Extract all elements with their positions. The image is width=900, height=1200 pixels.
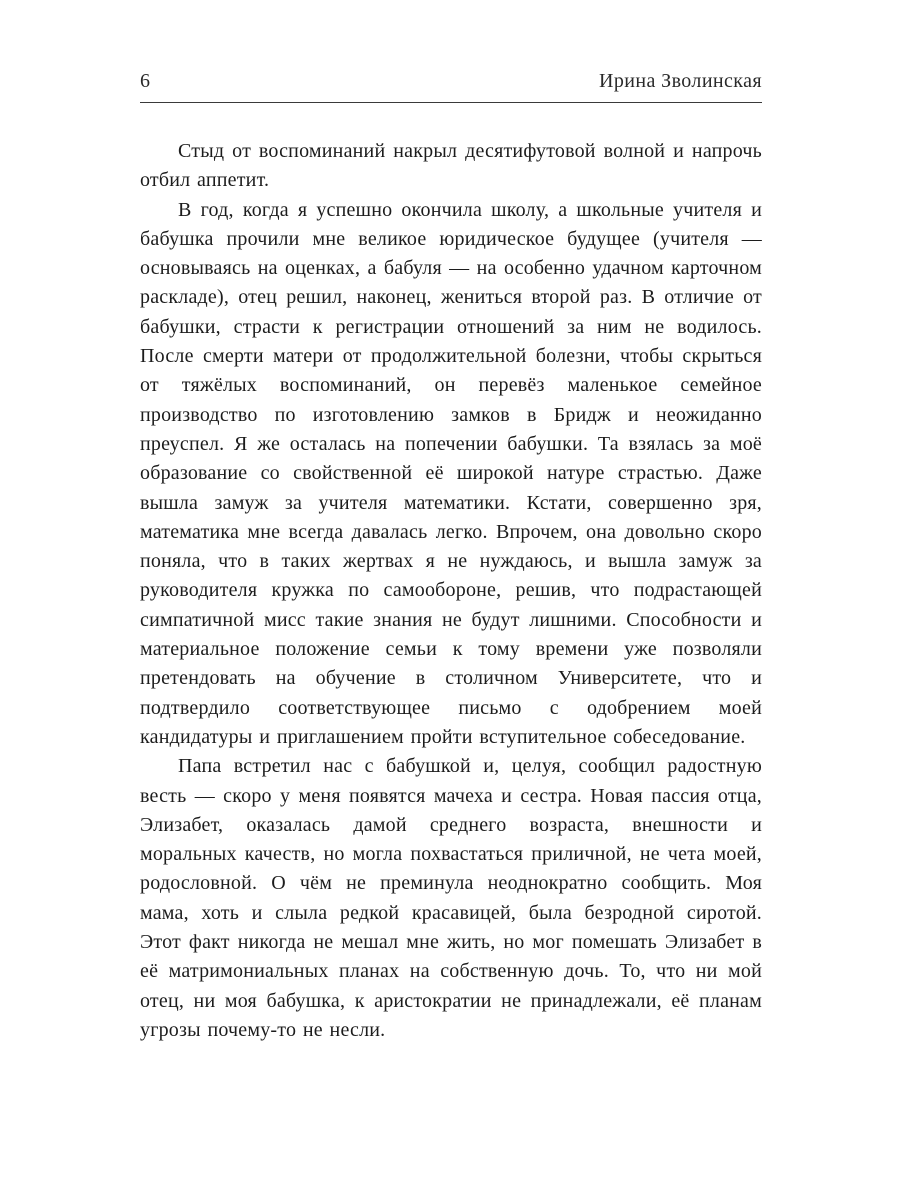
author-name: Ирина Зволинская bbox=[599, 70, 762, 92]
page-header bbox=[140, 70, 762, 103]
paragraph-3: Папа встретил нас с бабушкой и, целуя, сообщил радостную весть — скоро у меня появятся мачеха и сестра. Новая пассия отца, Элизабет, оказалась дамой среднего возраста, внешности и моральных качеств, но могла похвастаться приличной, не чета моей, родословной. О чём не преминула неоднократно сообщить. Моя мама, хоть и слыла редкой красавицей, была безродной сиротой. Этот факт никогда не мешал мне жить, но мог помешать Элизабет в её матримониальных планах на собственную дочь. То, что ни мой отец, ни моя бабушка, к аристократии не принадлежали, её планам угрозы почему-то не несли. bbox=[140, 755, 762, 1041]
page-body bbox=[140, 137, 762, 1045]
paragraph-2: В год, когда я успешно окончила школу, а школьные учителя и бабушка прочили мне великое юридическое будущее (учителя — основываясь на оценках, а бабуля — на особенно удачном карточном раскладе), отец решил, наконец, жениться второй раз. В отличие от бабушки, страсти к регистрации отношений за ним не водилось. После смерти матери от продолжительной болезни, чтобы скрыться от тяжёлых воспоминаний, он перевёз маленькое семейное производство по изготовлению замков в Бридж и неожиданно преуспел. Я же осталась на попечении бабушки. Та взялась за моё образование со свойственной её широкой натуре страстью. Даже вышла замуж за учителя математики. Кстати, совершенно зря, математика мне всегда давалась легко. Впрочем, она довольно скоро поняла, что в таких жертвах я не нуждаюсь, и вышла замуж за руководителя кружка по самообороне, решив, что подрастающей симпатичной мисс такие знания не будут лишними. Способности и материальное положение семьи к тому времени уже позволяли претендовать на обучение в столичном Университете, что и подтвердило соответствующее письмо с одобрением моей кандидатуры и приглашением пройти вступительное собеседование. bbox=[140, 198, 762, 748]
page-number: 6 bbox=[140, 70, 151, 92]
paragraph-1: Стыд от воспоминаний накрыл десятифутовой волной и напрочь отбил аппетит. bbox=[140, 140, 762, 192]
